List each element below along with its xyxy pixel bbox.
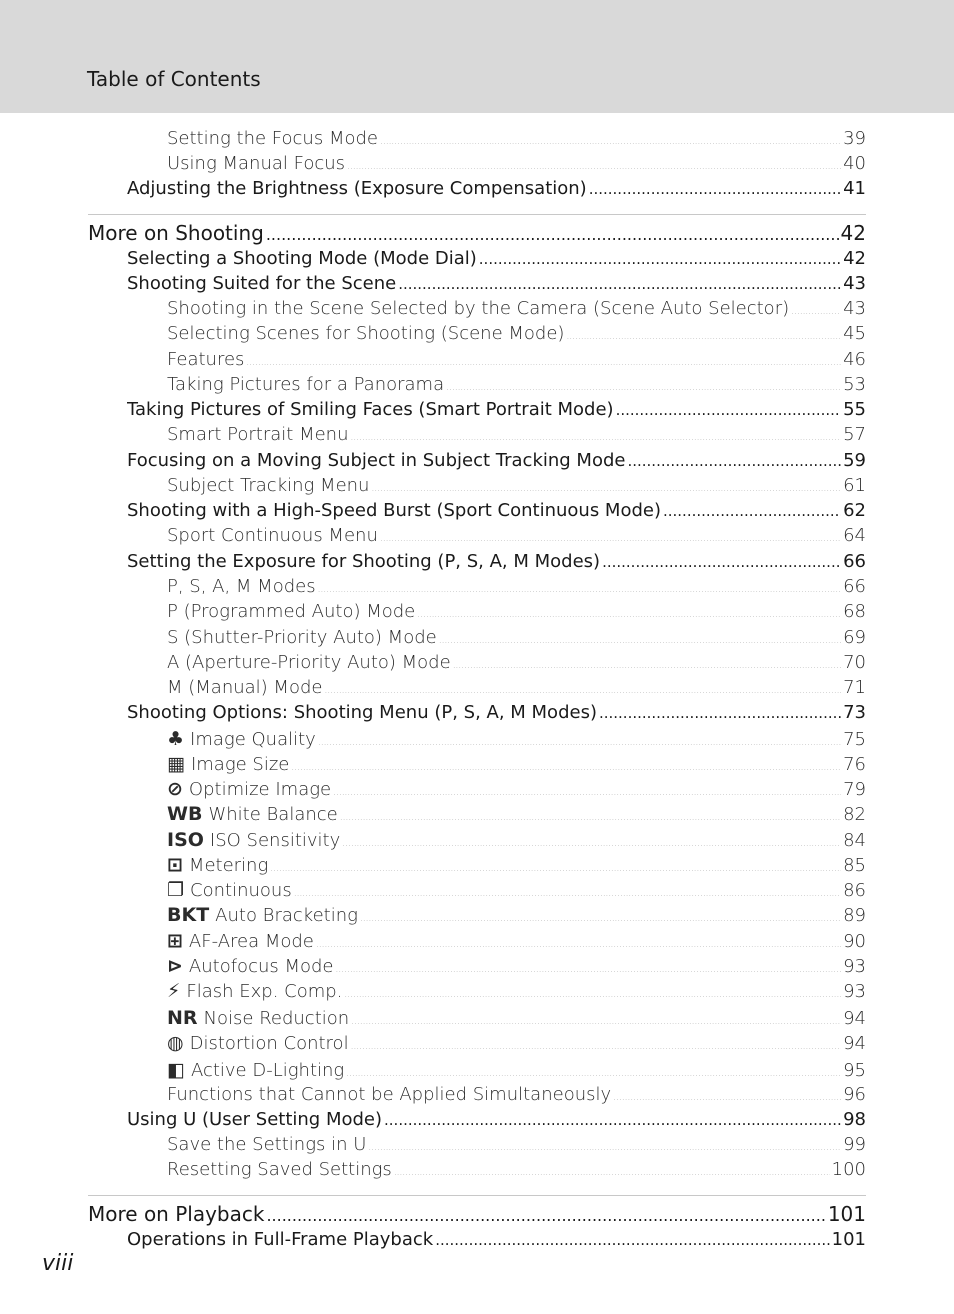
toc-entry-label: S (Shutter-Priority Auto) Mode (167, 627, 437, 648)
toc-entry[interactable] (167, 323, 866, 344)
toc-entry-label: Shooting Options: Shooting Menu (P, S, A, M Modes) (127, 702, 597, 723)
dot-leader (435, 1231, 829, 1249)
toc-entry-page: 89 (843, 905, 866, 926)
toc-entry-label: Setting the Focus Mode (167, 128, 378, 149)
dot-leader (589, 180, 841, 198)
dot-leader (347, 162, 841, 172)
toc-entry-label: Continuous (190, 880, 292, 901)
auto-bracketing-icon: BKT (167, 904, 210, 926)
toc-entry[interactable] (167, 677, 866, 698)
toc-entry-page: 69 (843, 627, 866, 648)
toc-entry-label: Distortion Control (189, 1033, 349, 1054)
toc-entry[interactable] (167, 955, 866, 977)
toc-entry[interactable] (167, 298, 866, 319)
toc-entry-page: 96 (843, 1084, 866, 1105)
page-title: Table of Contents (87, 67, 261, 91)
af-area-icon: ⊞ (167, 930, 183, 952)
dot-leader (324, 686, 841, 696)
toc-entry[interactable] (167, 753, 866, 775)
dot-leader (318, 738, 841, 748)
dot-leader (336, 965, 842, 975)
toc-entry[interactable] (127, 248, 866, 269)
toc-entry-page: 94 (843, 1033, 866, 1054)
toc-entry-label: Noise Reduction (203, 1008, 350, 1029)
toc-entry-page: 41 (843, 178, 866, 199)
toc-entry-page: 86 (843, 880, 866, 901)
toc-entry[interactable] (167, 1059, 866, 1081)
toc-entry-page: 98 (843, 1109, 866, 1130)
toc-entry-label: Shooting with a High-Speed Burst (Sport Continuous Mode) (127, 500, 661, 521)
dot-leader (380, 534, 841, 544)
toc-entry-page: 71 (843, 677, 866, 698)
toc-entry-label: Resetting Saved Settings (167, 1159, 392, 1180)
toc-entry-page: 42 (843, 248, 866, 269)
iso-icon: ISO (167, 829, 204, 851)
toc-entry[interactable] (167, 525, 866, 546)
toc-entry[interactable] (167, 879, 866, 901)
dot-leader (351, 433, 842, 443)
toc-entry-label: AF-Area Mode (188, 931, 314, 952)
toc-entry-label: P, S, A, M Modes (167, 576, 316, 597)
dot-leader (791, 307, 841, 317)
toc-entry[interactable] (127, 1109, 866, 1130)
dot-leader (627, 452, 841, 470)
dot-leader (351, 1017, 841, 1027)
image-size-icon: ▦ (167, 753, 185, 775)
toc-entry-label: Shooting in the Scene Selected by the Camera (Scene Auto Selector) (167, 298, 790, 319)
toc-entry[interactable] (127, 500, 866, 521)
toc-entry-label: Subject Tracking Menu (167, 475, 370, 496)
toc-entry-page: 40 (843, 153, 866, 174)
toc-entry-label: Image Quality (190, 729, 316, 750)
toc-entry[interactable] (167, 854, 866, 876)
dot-leader (318, 585, 841, 595)
toc-entry-page: 43 (843, 273, 866, 294)
toc-entry-page: 66 (843, 576, 866, 597)
toc-entry-page: 85 (843, 855, 866, 876)
optimize-image-icon: ⊘ (167, 778, 183, 800)
toc-entry[interactable] (127, 450, 866, 471)
continuous-icon: ❐ (167, 879, 185, 901)
toc-entry-page: 75 (843, 729, 866, 750)
dot-leader (333, 788, 841, 798)
toc-entry-page: 62 (843, 500, 866, 521)
toc-entry-page: 94 (843, 1008, 866, 1029)
dot-leader (613, 1093, 841, 1103)
toc-entry-label: Smart Portrait Menu (167, 424, 349, 445)
toc-entry[interactable] (167, 980, 866, 1002)
dot-leader (417, 610, 841, 620)
autofocus-icon: ⊳ (167, 955, 183, 977)
toc-entry[interactable] (167, 374, 866, 395)
toc-entry-label: Auto Bracketing (215, 905, 358, 926)
toc-entry-label: Using U (User Setting Mode) (127, 1109, 383, 1130)
dot-leader (270, 864, 841, 874)
toc-entry[interactable] (167, 153, 866, 174)
dot-leader (266, 225, 839, 244)
dot-leader (446, 383, 841, 393)
toc-entry-page: 61 (843, 475, 866, 496)
toc-entry-page: 64 (843, 525, 866, 546)
toc-entry[interactable] (167, 1032, 866, 1054)
dot-leader (351, 1042, 842, 1052)
metering-icon: ⊡ (167, 854, 183, 876)
toc-entry-label: Flash Exp. Comp. (186, 981, 343, 1002)
toc-entry-label: White Balance (208, 804, 338, 825)
dot-leader (294, 889, 841, 899)
toc-entry-page: 53 (843, 374, 866, 395)
toc-entry[interactable] (167, 627, 866, 648)
active-d-lighting-icon: ◧ (167, 1059, 185, 1081)
dot-leader (340, 813, 841, 823)
dot-leader (602, 553, 841, 571)
toc-entry[interactable] (167, 1159, 866, 1180)
dot-leader (479, 250, 841, 268)
toc-entry[interactable] (167, 904, 866, 926)
toc-entry[interactable] (167, 778, 866, 800)
toc-entry-label: Adjusting the Brightness (Exposure Compensation) (127, 178, 587, 199)
toc-entry[interactable] (167, 1084, 866, 1105)
toc-entry[interactable] (167, 803, 866, 825)
toc-entry-label: Autofocus Mode (188, 956, 334, 977)
toc-entry-page: 76 (843, 754, 866, 775)
toc-entry-page: 79 (843, 779, 866, 800)
section-divider (88, 214, 866, 215)
toc-entry-page: 101 (827, 1202, 866, 1226)
toc-entry-page: 93 (843, 981, 866, 1002)
dot-leader (384, 1111, 841, 1129)
toc-entry-page: 43 (843, 298, 866, 319)
toc-entry[interactable] (167, 349, 866, 370)
dot-leader (380, 137, 841, 147)
toc-entry[interactable] (167, 1007, 866, 1029)
image-quality-icon: ♣ (167, 728, 185, 750)
toc-entry[interactable] (167, 576, 866, 597)
toc-entry-page: 84 (843, 830, 866, 851)
toc-entry-label: Functions that Cannot be Applied Simultaneously (167, 1084, 612, 1105)
page-number-folio: viii (42, 1251, 74, 1276)
toc-entry-label: Shooting Suited for the Scene (127, 273, 397, 294)
toc-entry-page: 101 (831, 1229, 866, 1250)
toc-entry[interactable] (167, 424, 866, 445)
toc-entry[interactable] (127, 1229, 866, 1250)
dot-leader (398, 275, 841, 293)
toc-entry-label: A (Aperture-Priority Auto) Mode (167, 652, 451, 673)
dot-leader (346, 1069, 841, 1079)
toc-entry-label: Optimize Image (188, 779, 332, 800)
dot-leader (246, 358, 841, 368)
toc-entry[interactable] (167, 1134, 866, 1155)
toc-entry[interactable] (167, 930, 866, 952)
toc-entry-page: 90 (843, 931, 866, 952)
toc-entry[interactable] (127, 702, 866, 723)
toc-entry[interactable] (127, 399, 866, 420)
toc-entry-label: Setting the Exposure for Shooting (P, S, A, M Modes) (127, 551, 601, 572)
toc-entry-label: P (Programmed Auto) Mode (167, 601, 416, 622)
toc-entry[interactable] (167, 601, 866, 622)
section-divider (88, 1195, 866, 1196)
toc-entry-page: 45 (843, 323, 866, 344)
toc-entry-page: 46 (843, 349, 866, 370)
toc-entry[interactable] (167, 128, 866, 149)
flash-comp-icon: ⚡ (167, 980, 181, 1002)
toc-entry-label: Focusing on a Moving Subject in Subject Tracking Mode (127, 450, 626, 471)
toc-entry-page: 82 (843, 804, 866, 825)
noise-reduction-icon: NR (167, 1007, 198, 1029)
dot-leader (371, 484, 841, 494)
toc-entry-label: M (Manual) Mode (167, 677, 323, 698)
toc-entry[interactable] (167, 829, 866, 851)
toc-entry-label: More on Playback (88, 1202, 265, 1226)
toc-entry-page: 42 (840, 221, 866, 245)
dot-leader (616, 401, 842, 419)
dot-leader (368, 1143, 841, 1153)
toc-entry-label: Active D-Lighting (190, 1060, 345, 1081)
toc-entry[interactable] (88, 1202, 866, 1226)
dot-leader (663, 502, 841, 520)
toc-entry-page: 73 (843, 702, 866, 723)
toc-entry[interactable] (167, 652, 866, 673)
toc-entry-label: Taking Pictures of Smiling Faces (Smart Portrait Mode) (127, 399, 614, 420)
toc-entry[interactable] (88, 221, 866, 245)
dot-leader (291, 763, 841, 773)
toc-entry-label: Sport Continuous Menu (167, 525, 378, 546)
toc-entry-page: 70 (843, 652, 866, 673)
toc-entry-label: Selecting Scenes for Shooting (Scene Mode) (167, 323, 565, 344)
toc-entry-label: Image Size (190, 754, 290, 775)
dot-leader (316, 940, 841, 950)
dot-leader (394, 1168, 830, 1178)
dot-leader (566, 332, 841, 342)
toc-entry-label: Features (167, 349, 245, 370)
toc-entry[interactable] (167, 475, 866, 496)
distortion-control-icon: ◍ (167, 1032, 184, 1054)
toc-entry-page: 57 (843, 424, 866, 445)
dot-leader (599, 704, 841, 722)
toc-entry-page: 39 (843, 128, 866, 149)
toc-entry-page: 68 (843, 601, 866, 622)
dot-leader (266, 1206, 825, 1225)
header-band (0, 0, 954, 113)
toc-entry[interactable] (127, 273, 866, 294)
toc-entry[interactable] (127, 178, 866, 199)
toc-entry-page: 93 (843, 956, 866, 977)
toc-entry[interactable] (167, 728, 866, 750)
toc-entry-page: 99 (843, 1134, 866, 1155)
toc-entry-page: 59 (843, 450, 866, 471)
toc-entry[interactable] (127, 551, 866, 572)
toc-entry-label: Selecting a Shooting Mode (Mode Dial) (127, 248, 477, 269)
dot-leader (453, 661, 841, 671)
toc-entry-label: More on Shooting (88, 221, 264, 245)
toc-entry-label: Using Manual Focus (167, 153, 346, 174)
toc-entry-label: Operations in Full-Frame Playback (127, 1229, 434, 1250)
toc-entry-label: Save the Settings in U (167, 1134, 367, 1155)
dot-leader (360, 914, 841, 924)
dot-leader (342, 839, 841, 849)
toc-entry-label: ISO Sensitivity (209, 830, 341, 851)
toc-entry-label: Metering (188, 855, 269, 876)
dot-leader (439, 636, 841, 646)
dot-leader (344, 990, 841, 1000)
toc-entry-label: Taking Pictures for a Panorama (167, 374, 445, 395)
toc-entry-page: 95 (843, 1060, 866, 1081)
toc-entry-page: 55 (843, 399, 866, 420)
toc-entry-page: 100 (831, 1159, 866, 1180)
white-balance-icon: WB (167, 803, 203, 825)
toc-entry-page: 66 (843, 551, 866, 572)
